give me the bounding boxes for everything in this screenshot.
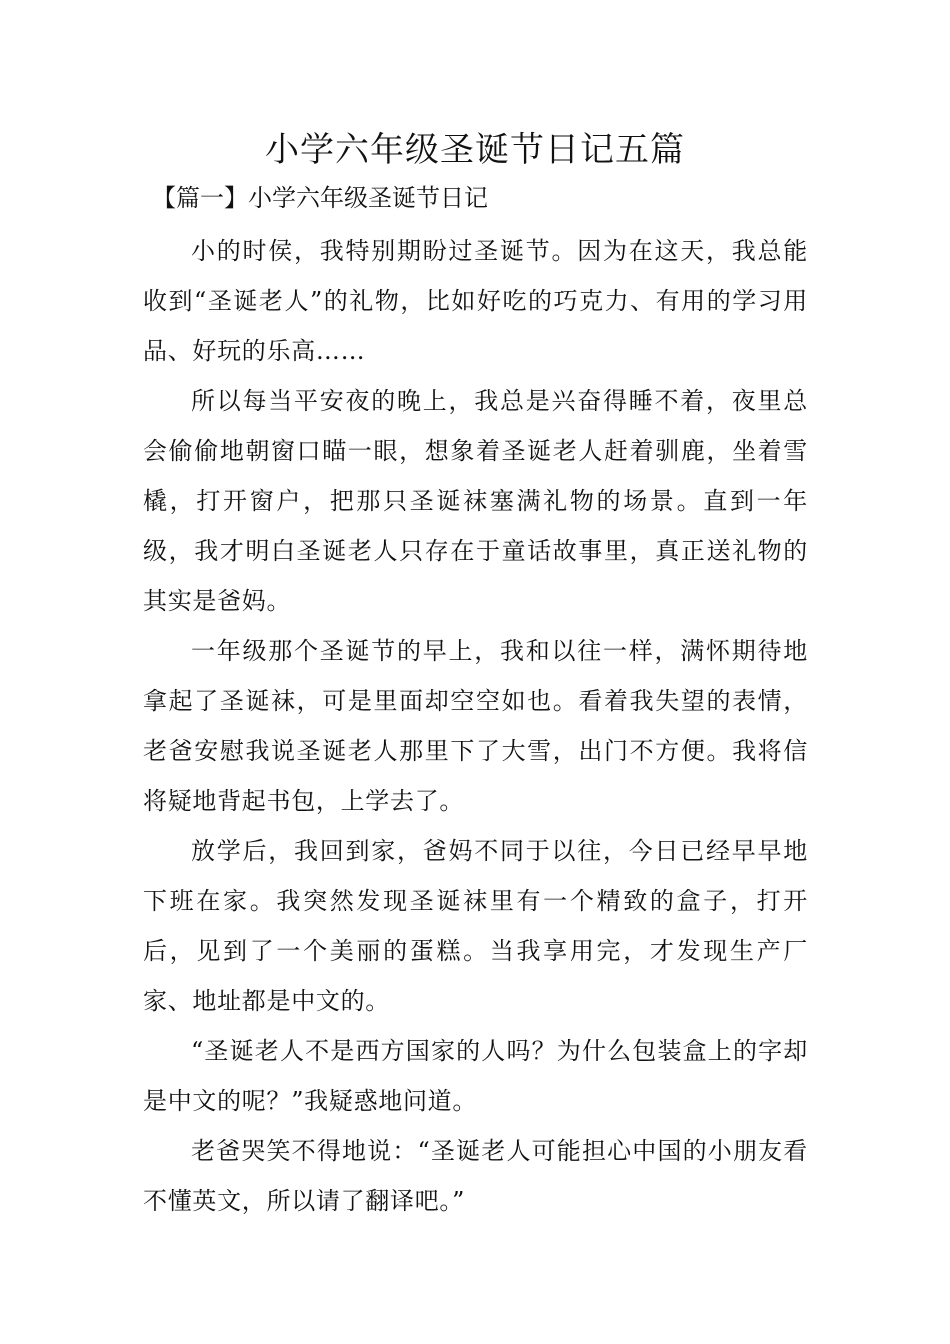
document-body [143,226,808,1226]
paragraph-5: “圣诞老人不是西方国家的人吗？为什么包装盒上的字却是中文的呢？”我疑惑地问道。 [143,1037,808,1115]
paragraph-1: 小的时侯，我特别期盼过圣诞节。因为在这天，我总能收到“圣诞老人”的礼物，比如好吃的巧克力、有用的学习用品、好玩的乐高…… [143,237,808,365]
paragraph-3: 一年级那个圣诞节的早上，我和以往一样，满怀期待地拿起了圣诞袜，可是里面却空空如也。看着我失望的表情，老爸安慰我说圣诞老人那里下了大雪，出门不方便。我将信将疑地背起书包，上学去了。 [143,637,808,815]
paragraph-4: 放学后，我回到家，爸妈不同于以往，今日已经早早地下班在家。我突然发现圣诞袜里有一个精致的盒子，打开后，见到了一个美丽的蛋糕。当我享用完，才发现生产厂家、地址都是中文的。 [143,837,808,1015]
paragraph-2: 所以每当平安夜的晚上，我总是兴奋得睡不着，夜里总会偷偷地朝窗口瞄一眼，想象着圣诞老人赶着驯鹿，坐着雪橇，打开窗户，把那只圣诞袜塞满礼物的场景。直到一年级，我才明白圣诞老人只存在于童话故事里，真正送礼物的其实是爸妈。 [143,387,808,615]
document-title: 小学六年级圣诞节日记五篇 [265,130,685,170]
section-heading: 【篇一】小学六年级圣诞节日记 [152,184,488,212]
paragraph-6: 老爸哭笑不得地说：“圣诞老人可能担心中国的小朋友看不懂英文，所以请了翻译吧。” [143,1137,808,1215]
